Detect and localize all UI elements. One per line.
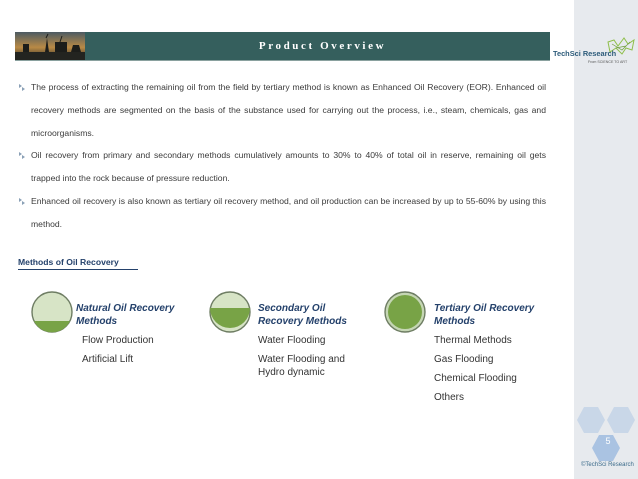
bullet-item: Enhanced oil recovery is also known as tertiary oil recovery method, and oil production can be increased by up to 55-60% by using this method. xyxy=(18,190,546,236)
list-item: Flow Production xyxy=(82,335,154,346)
list-item: Artificial Lift xyxy=(82,354,134,365)
list-item: Water Flooding xyxy=(258,335,326,346)
overview-bullets xyxy=(18,76,546,236)
hex-decoration xyxy=(574,404,638,464)
page-title: Product Overview xyxy=(258,40,387,52)
list-item: Hydro dynamic xyxy=(258,367,325,378)
bullet-item: Oil recovery from primary and secondary methods cumulatively amounts to 30% to 40% of total oil in reserve, remaining oil gets trapped into the rock because of pressure reduction. xyxy=(18,144,546,190)
category-title: Tertiary Oil Recovery Methods xyxy=(434,303,535,327)
list-item: Water Flooding and xyxy=(258,354,345,365)
svg-text:TechSci Research: TechSci Research xyxy=(553,49,617,58)
bullet-icon xyxy=(18,151,26,160)
flask-icon xyxy=(208,290,252,334)
category-title: Natural Oil Recovery Methods xyxy=(76,303,175,327)
section-title: Methods of Oil Recovery xyxy=(18,257,119,267)
svg-text:From SCIENCE TO ART: From SCIENCE TO ART xyxy=(588,60,628,64)
page-number: 5 xyxy=(605,436,611,446)
bullet-icon xyxy=(18,197,26,206)
list-item: Others xyxy=(434,392,465,403)
techsci-logo xyxy=(552,36,638,70)
oil-rig-photo xyxy=(15,32,85,60)
section-underline xyxy=(18,269,138,270)
list-item: Chemical Flooding xyxy=(434,373,517,384)
bullet-item: The process of extracting the remaining oil from the field by tertiary method is known as Enhanced Oil Recovery (EOR). Enhanced oil recovery methods are segmented on the basis of the substance used for carrying out the process, i.e., steam, chemicals, gas and microorganisms. xyxy=(18,76,546,144)
flask-icon xyxy=(30,290,74,334)
list-item: Gas Flooding xyxy=(434,354,494,365)
category-title: Secondary Oil Recovery Methods xyxy=(258,303,347,327)
copyright: ©TechSci Research xyxy=(581,462,634,468)
list-item: Thermal Methods xyxy=(434,335,512,346)
bullet-icon xyxy=(18,83,26,92)
flask-icon xyxy=(383,290,427,334)
